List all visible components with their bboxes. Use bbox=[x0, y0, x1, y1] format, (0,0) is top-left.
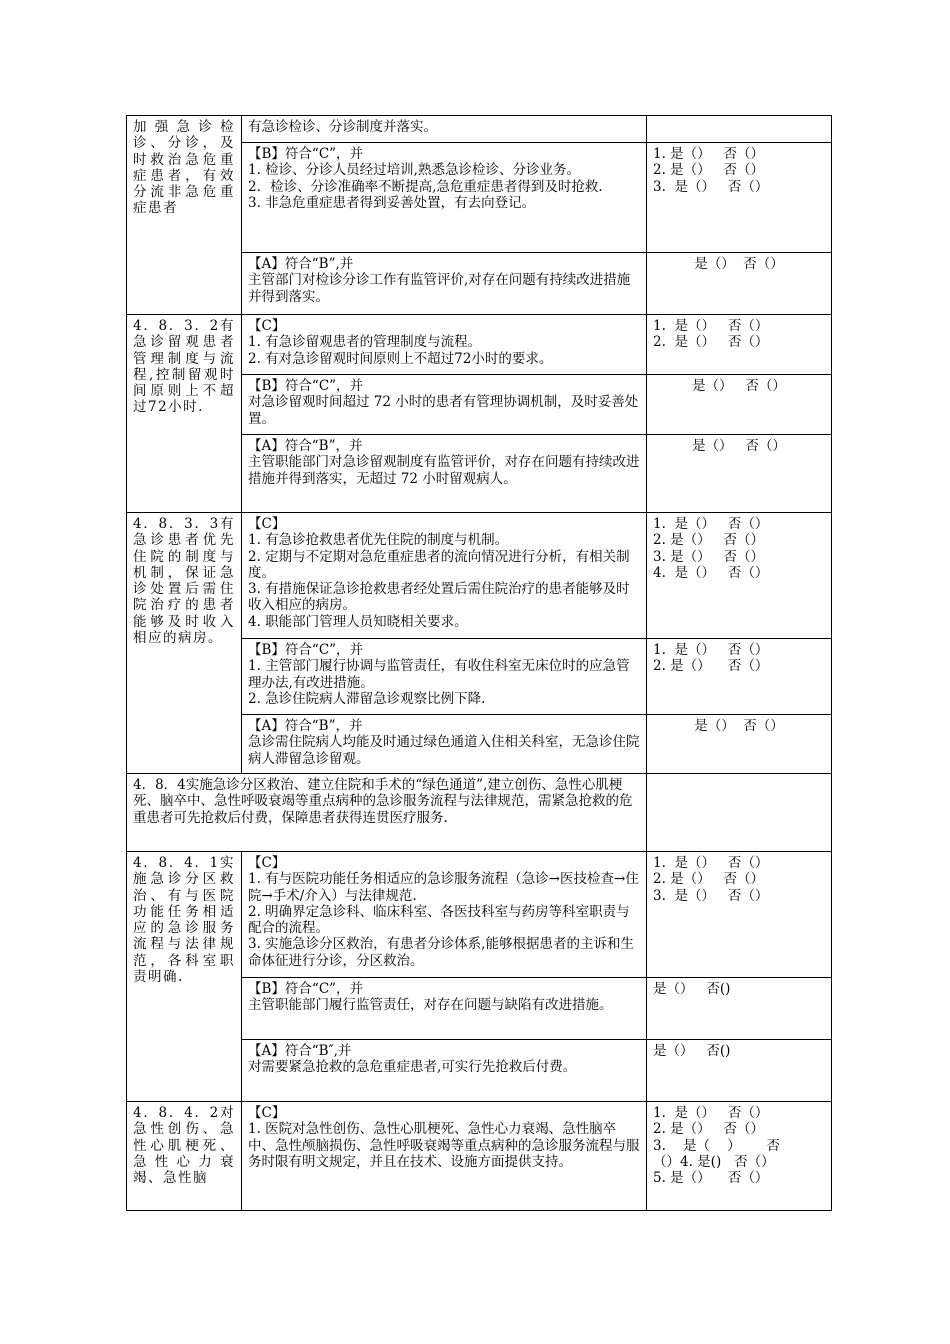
criteria-line: 1. 有急诊留观患者的管理制度与流程。 bbox=[248, 334, 482, 351]
criteria-c-cell bbox=[242, 315, 647, 375]
checkbox-line[interactable]: （）4. 是() 否（） bbox=[653, 1153, 775, 1170]
checkbox-line[interactable]: 3. 是（） 否（） bbox=[653, 178, 769, 195]
checkbox-line[interactable]: 1. 是（） 否（） bbox=[653, 516, 769, 532]
section-heading: 4．8．4实施急诊分区救治、建立住院和手术的“绿色通道”,建立创伤、急性心肌梗死、脑卒中、急性呼吸衰竭等重点病种的急诊服务流程与法律规范，需紧急抢救的危重患者可先抢救后付费，保障患者获得连贯医疗服务. bbox=[133, 777, 633, 826]
criteria-line: 3. 非急危重症患者得到妥善处置，有去向登记。 bbox=[248, 194, 536, 211]
criteria-line: 2．检诊、分诊准确率不断提高,急危重症患者得到及时抢救. bbox=[248, 178, 603, 195]
criteria-line: 【B】符合“C”，并 bbox=[248, 642, 364, 658]
criteria-c-cell bbox=[242, 852, 647, 978]
criteria-line: 【C】 bbox=[248, 1105, 286, 1121]
section-heading-cell bbox=[127, 774, 647, 852]
criteria-line: 【A】符合“B”，并 bbox=[248, 438, 363, 454]
item-title: 4．8．4．2对急性创伤、急性心肌梗死、急性心力衰竭、急性脑 bbox=[133, 1105, 235, 1187]
criteria-line: 【B】符合“C”，并 bbox=[248, 146, 364, 162]
criteria-line: 【B】符合“C”，并 bbox=[248, 378, 364, 394]
check-cell bbox=[647, 715, 832, 774]
criteria-b-cell bbox=[242, 639, 647, 715]
criteria-line: 2. 急诊住院病人滞留急诊观察比例下降. bbox=[248, 690, 486, 707]
checkbox-line[interactable]: 1. 是（） 否（） bbox=[653, 1105, 769, 1121]
criteria-b-cell bbox=[242, 375, 647, 435]
table-row bbox=[127, 513, 832, 639]
criteria-line: 主管职能部门对急诊留观制度有监管评价，对存在问题有持续改进措施并得到落实，无超过 72 小时留观病人。 bbox=[248, 454, 640, 487]
check-cell bbox=[647, 1102, 832, 1211]
item-title-cell bbox=[127, 315, 242, 513]
checkbox-line[interactable]: 3. 是（） 否（） bbox=[653, 887, 769, 904]
criteria-line: 1. 检诊、分诊人员经过培训,熟悉急诊检诊、分诊业务。 bbox=[248, 162, 580, 179]
criteria-line: 1. 有急诊抢救患者优先住院的制度与机制。 bbox=[248, 532, 509, 549]
check-cell bbox=[647, 852, 832, 978]
criteria-b-cell bbox=[242, 143, 647, 253]
criteria-text: 有急诊检诊、分诊制度并落实。 bbox=[248, 119, 437, 135]
criteria-line: 对急诊留观时间超过 72 小时的患者有管理协调机制，及时妥善处置。 bbox=[248, 394, 639, 427]
checkbox-line[interactable]: 2. 是（） 否（） bbox=[653, 871, 765, 888]
table-row bbox=[127, 852, 832, 978]
criteria-line: 1. 医院对急性创伤、急性心肌梗死、急性心力衰竭、急性脑卒中、急性颅脑损伤、急性呼吸衰竭等重点病种的急诊服务流程与服务时限有明文规定，并且在技术、设施方面提供支持。 bbox=[248, 1121, 640, 1170]
check-cell bbox=[647, 513, 832, 639]
checkbox-line[interactable]: 1. 是（） 否（） bbox=[653, 642, 769, 658]
criteria-a-cell bbox=[242, 253, 647, 315]
criteria-line: 【A】符合“B”，并 bbox=[248, 718, 363, 734]
criteria-c-cell bbox=[242, 116, 647, 143]
checkbox-line[interactable]: 1. 是（） 否（） bbox=[653, 318, 769, 334]
checkbox-line[interactable]: 是（） 否（） bbox=[692, 438, 786, 454]
check-cell bbox=[647, 143, 832, 253]
item-title-cell bbox=[127, 513, 242, 774]
checkbox-line[interactable]: 3. 是（ ） 否 bbox=[653, 1137, 780, 1154]
checkbox-line[interactable]: 2. 是（） 否（） bbox=[653, 1121, 765, 1138]
check-cell bbox=[647, 639, 832, 715]
item-title: 加强急诊检诊、分诊，及时救治急危重症患者，有效分流非急危重症患者 bbox=[133, 119, 235, 217]
check-cell bbox=[647, 375, 832, 435]
check-cell bbox=[647, 116, 832, 143]
checkbox-line[interactable]: 是（） 否() bbox=[653, 1043, 731, 1059]
criteria-line: 2. 有对急诊留观时间原则上不超过72小时的要求。 bbox=[248, 350, 553, 367]
item-title-cell bbox=[127, 116, 242, 315]
table-row bbox=[127, 774, 832, 852]
criteria-a-cell bbox=[242, 1040, 647, 1102]
criteria-line: 【C】 bbox=[248, 855, 286, 871]
checkbox-line[interactable]: 2. 是（） 否（） bbox=[653, 532, 765, 549]
criteria-line: 急诊需住院病人均能及时通过绿色通道入住相关科室，无急诊住院病人滞留急诊留观。 bbox=[248, 734, 640, 767]
checkbox-line[interactable]: 1. 是（） 否（） bbox=[653, 855, 769, 871]
checkbox-line[interactable]: 是（） 否（） bbox=[692, 378, 786, 394]
table-row bbox=[127, 1102, 832, 1211]
checkbox-line[interactable]: 2. 是（） 否（） bbox=[653, 658, 769, 675]
criteria-line: 3. 有措施保证急诊抢救患者经处置后需住院治疗的患者能够及时收入相应的病房。 bbox=[248, 581, 630, 614]
check-cell bbox=[647, 1040, 832, 1102]
criteria-line: 3. 实施急诊分区救治，有患者分诊体系,能够根据患者的主诉和生命体征进行分诊，分区救治。 bbox=[248, 936, 634, 969]
criteria-line: 【C】 bbox=[248, 318, 286, 334]
checkbox-line[interactable]: 是（） 否（） bbox=[694, 718, 784, 734]
checkbox-line[interactable]: 1. 是（） 否（） bbox=[653, 146, 765, 162]
criteria-line: 主管职能部门履行监管责任，对存在问题与缺陷有改进措施。 bbox=[248, 997, 613, 1014]
criteria-c-cell bbox=[242, 1102, 647, 1211]
criteria-line: 4. 职能部门管理人员知晓相关要求。 bbox=[248, 613, 468, 630]
checkbox-line[interactable]: 3. 是（） 否（） bbox=[653, 548, 765, 565]
criteria-line: 2. 定期与不定期对急危重症患者的流向情况进行分析，有相关制度。 bbox=[248, 548, 630, 581]
criteria-line: 【A】符合“B”,并 bbox=[248, 256, 354, 272]
criteria-line: 对需要紧急抢救的急危重症患者,可实行先抢救后付费。 bbox=[248, 1059, 577, 1076]
checkbox-line[interactable]: 2. 是（） 否（） bbox=[653, 334, 769, 351]
check-cell bbox=[647, 435, 832, 513]
item-title: 4．8．3．2有急诊留观患者管理制度与流程,控制留观时间原则上不超过72小时. bbox=[133, 318, 235, 416]
criteria-line: 【C】 bbox=[248, 516, 286, 532]
criteria-line: 【B】符合“C”，并 bbox=[248, 981, 364, 997]
criteria-line: 1. 有与医院功能任务相适应的急诊服务流程（急诊→医技检查→住院→手术/介入）与法律规范. bbox=[248, 871, 639, 904]
check-cell bbox=[647, 978, 832, 1040]
criteria-b-cell bbox=[242, 978, 647, 1040]
item-title-cell bbox=[127, 852, 242, 1102]
checkbox-line[interactable]: 4. 是（） 否（） bbox=[653, 564, 769, 581]
checkbox-line[interactable]: 是（） 否() bbox=[653, 981, 731, 997]
checkbox-line[interactable]: 是（） 否（） bbox=[694, 256, 784, 272]
check-cell bbox=[647, 774, 832, 852]
table-row bbox=[127, 116, 832, 143]
criteria-a-cell bbox=[242, 435, 647, 513]
item-title: 4．8．3．3有急诊患者优先住院的制度与机制，保证急诊处置后需住院治疗的患者能够及时收入相应的病房。 bbox=[133, 516, 235, 647]
item-title-cell bbox=[127, 1102, 242, 1211]
criteria-c-cell bbox=[242, 513, 647, 639]
criteria-a-cell bbox=[242, 715, 647, 774]
item-title: 4．8．4．1实施急诊分区救治、有与医院功能任务相适应的急诊服务流程与法律规范，各科室职责明确. bbox=[133, 855, 235, 986]
check-cell bbox=[647, 315, 832, 375]
criteria-line: 【A】符合“B″,并 bbox=[248, 1043, 352, 1059]
checkbox-line[interactable]: 2. 是（） 否（） bbox=[653, 162, 765, 179]
criteria-line: 主管部门对检诊分诊工作有监管评价,对存在问题有持续改进措施并得到落实。 bbox=[248, 272, 631, 305]
check-cell bbox=[647, 253, 832, 315]
criteria-line: 1. 主管部门履行协调与监管责任，有收住科室无床位时的应急管理办法,有改进措施。 bbox=[248, 658, 630, 691]
standards-table bbox=[126, 115, 832, 1211]
criteria-line: 2. 明确界定急诊科、临床科室、各医技科室与药房等科室职责与配合的流程。 bbox=[248, 903, 630, 937]
checkbox-line[interactable]: 5. 是（） 否（） bbox=[653, 1170, 769, 1187]
table-row bbox=[127, 315, 832, 375]
